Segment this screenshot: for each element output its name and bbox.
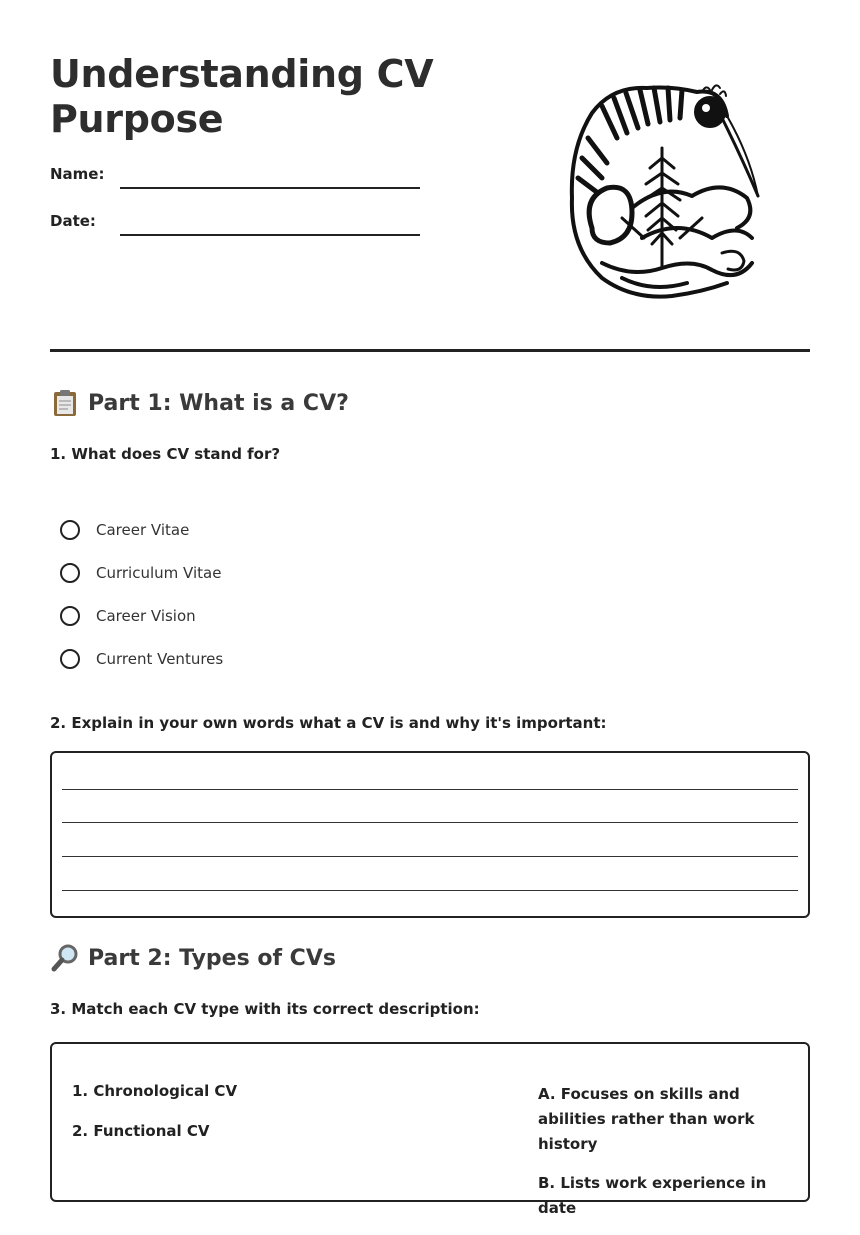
option-label: Career Vitae <box>96 520 190 539</box>
radio-button[interactable] <box>60 563 80 583</box>
option-current-ventures[interactable] <box>60 637 223 680</box>
cv-type-item: 2. Functional CV <box>72 1122 210 1140</box>
description-list <box>538 1082 788 1235</box>
writing-line[interactable] <box>62 822 798 823</box>
writing-line[interactable] <box>62 789 798 790</box>
option-career-vision[interactable] <box>60 594 223 637</box>
date-label: Date: <box>50 212 96 230</box>
cv-type-item: 1. Chronological CV <box>72 1082 238 1100</box>
header-divider <box>50 349 810 352</box>
part2-heading-text: Part 2: Types of CVs <box>88 945 336 971</box>
writing-line[interactable] <box>62 856 798 857</box>
name-label: Name: <box>50 165 105 183</box>
option-label: Curriculum Vitae <box>96 563 222 582</box>
matching-box <box>50 1042 810 1217</box>
writing-line[interactable] <box>62 890 798 891</box>
date-input-line[interactable] <box>120 234 420 236</box>
description-item: B. Lists work experience in date <box>538 1174 767 1217</box>
radio-button[interactable] <box>60 649 80 669</box>
name-input-line[interactable] <box>120 187 420 189</box>
part1-heading-text: Part 1: What is a CV? <box>88 390 349 416</box>
question-1-options <box>60 508 223 680</box>
option-curriculum-vitae[interactable] <box>60 551 223 594</box>
question-2: 2. Explain in your own words what a CV is and why it's important: <box>50 714 607 732</box>
option-career-vitae[interactable] <box>60 508 223 551</box>
question-3: 3. Match each CV type with its correct description: <box>50 1000 480 1018</box>
question-1: 1. What does CV stand for? <box>50 445 281 463</box>
date-field <box>50 212 430 242</box>
name-field <box>50 165 430 195</box>
question-2-answer-box[interactable] <box>50 751 810 918</box>
part2-heading <box>50 943 336 973</box>
kiwi-bird-logo-icon <box>562 78 766 304</box>
option-label: Career Vision <box>96 606 196 625</box>
radio-button[interactable] <box>60 606 80 626</box>
cv-type-list <box>72 1082 237 1162</box>
radio-button[interactable] <box>60 520 80 540</box>
part1-heading <box>50 388 349 418</box>
page-title: Understanding CV Purpose <box>50 52 434 141</box>
description-item: A. Focuses on skills and abilities rather than work history <box>538 1085 755 1153</box>
magnifying-glass-icon <box>50 943 80 973</box>
option-label: Current Ventures <box>96 649 224 668</box>
clipboard-icon <box>50 388 80 418</box>
